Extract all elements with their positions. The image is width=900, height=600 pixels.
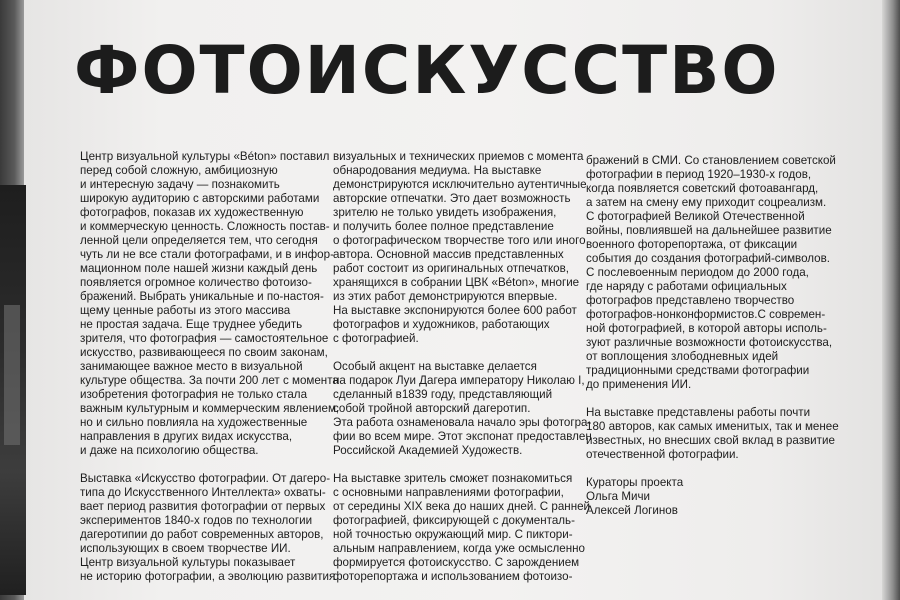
text-line: о фотографическом творчестве того или иного xyxy=(333,234,586,247)
text-line: зуют различные возможности фотоискусства, xyxy=(586,336,833,349)
framed-photo-edge xyxy=(0,185,26,595)
text-line: На выставке экспонируются более 600 работ xyxy=(333,304,577,317)
text-line: фотографов, показав их художественную xyxy=(80,206,304,219)
text-line: фотографией, фиксирующей с документаль- xyxy=(333,514,575,527)
text-line: мационном поле нашей жизни каждый день xyxy=(80,262,318,275)
text-line: дагеротипии до работ современных авторов, xyxy=(80,528,324,541)
text-line: традиционными средствами фотографии xyxy=(586,364,810,377)
exhibition-title: ФОТОИСКУССТВО xyxy=(74,32,780,109)
text-line: отечественной фотографии. xyxy=(586,448,739,461)
curators-heading: Кураторы проекта xyxy=(586,476,684,489)
text-line: хранящихся в собрании ЦВК «Béton», многие xyxy=(333,276,580,289)
text-column-3 xyxy=(586,154,839,518)
paragraph xyxy=(586,154,839,392)
curator-name: Ольга Мичи xyxy=(586,490,650,503)
text-line: фотографии в период 1920–1930-х годов, xyxy=(586,168,812,181)
text-line: и интересную задачу — познакомить xyxy=(80,178,280,191)
text-line: бражений в СМИ. Со становлением советской xyxy=(586,154,836,167)
text-line: когда появляется советский фотоавангард, xyxy=(586,182,819,195)
text-line: от середины XIX века до наших дней. С ранней xyxy=(333,500,591,513)
text-line: и коммерческую ценность. Сложность постав- xyxy=(80,220,330,233)
text-line: с основными направлениями фотографии, xyxy=(333,486,564,499)
text-line: фотографов и художников, работающих xyxy=(333,318,550,331)
text-column-2 xyxy=(333,150,592,598)
text-line: изобретения фотография не только стала xyxy=(80,388,308,401)
text-line: а затем на смену ему приходит соцреализм. xyxy=(586,196,827,209)
paragraph xyxy=(80,472,339,584)
text-line: не историю фотографии, а эволюцию развития xyxy=(80,570,336,583)
text-line: от воплощения злободневных идей xyxy=(586,350,779,363)
text-line: фоторепортажа и использованием фотоизо- xyxy=(333,570,573,583)
text-column-1 xyxy=(80,150,339,598)
text-line: демонстрируются исключительно аутентичные xyxy=(333,178,587,191)
text-line: культуре общества. За почти 200 лет с момента xyxy=(80,374,339,387)
text-line: использующих в своем творчестве ИИ. xyxy=(80,542,291,555)
text-line: На выставке зритель сможет познакомиться xyxy=(333,472,573,485)
paragraph xyxy=(586,406,839,462)
text-line: альным направлением, когда уже осмысленно xyxy=(333,542,586,555)
text-line: Центр визуальной культуры «Béton» поставил xyxy=(80,150,330,163)
text-line: С фотографией Великой Отечественной xyxy=(586,210,805,223)
text-line: Российской Академией Художеств. xyxy=(333,444,523,457)
text-line: авторские отпечатки. Это дает возможность xyxy=(333,192,571,205)
text-line: известных, но внесших свой вклад в развитие xyxy=(586,434,835,447)
text-line: из этих работ демонстрируются впервые. xyxy=(333,290,558,303)
wall-edge-right xyxy=(882,0,900,600)
text-line: собой тройной авторский дагеротип. xyxy=(333,402,531,415)
text-line: экспериментов 1840-х годов по технологии xyxy=(80,514,313,527)
text-line: щему ценные работы из этого массива xyxy=(80,304,291,317)
text-line: занимающее важное место в визуальной xyxy=(80,360,303,373)
text-line: Выставка «Искусство фотографии. От дагерo- xyxy=(80,472,331,485)
text-line: ной точностью окружающий мир. С пиктори- xyxy=(333,528,573,541)
text-line: но и сильно повлияла на художественные xyxy=(80,416,308,429)
curator-name: Алексей Логинов xyxy=(586,504,678,517)
text-line: бражений. Выбрать уникальные и по-настоя- xyxy=(80,290,324,303)
paragraph xyxy=(333,472,592,584)
text-line: ленной цели определяется тем, что сегодня xyxy=(80,234,318,247)
text-line: искусство, развивающееся по своим законам, xyxy=(80,346,328,359)
text-line: работ состоит из оригинальных отпечатков, xyxy=(333,262,569,275)
text-line: автора. Основной массив представленных xyxy=(333,248,564,261)
paragraph xyxy=(333,150,592,346)
text-line: важным культурным и коммерческим явлением, xyxy=(80,402,340,415)
text-line: войны, повлиявшей на дальнейшее развитие xyxy=(586,224,832,237)
text-line: направления в других видах искусства, xyxy=(80,430,293,443)
text-line: Эта работа ознаменовала начало эры фотогра- xyxy=(333,416,592,429)
text-line: зрителя, что фотография — самостоятельное xyxy=(80,332,329,345)
text-line: формируется фотоискусство. С зарождением xyxy=(333,556,580,569)
text-line: не простая задача. Еще труднее убедить xyxy=(80,318,303,331)
text-line: до применения ИИ. xyxy=(586,378,692,391)
text-line: широкую аудиторию с авторскими работами xyxy=(80,192,320,205)
text-line: На выставке представлены работы почти xyxy=(586,406,811,419)
text-line: и получить более полное представление xyxy=(333,220,554,233)
text-line: фотографов представлено творчество xyxy=(586,294,795,307)
paragraph xyxy=(333,360,592,458)
text-line: фотографов-нонконформистов.С современ- xyxy=(586,308,826,321)
text-line: перед собой сложную, амбициозную xyxy=(80,164,278,177)
text-line: с фотографией. xyxy=(333,332,419,345)
text-line: типа до Искусственного Интеллекта» охваты- xyxy=(80,486,326,499)
text-line: Особый акцент на выставке делается xyxy=(333,360,537,373)
text-line: вает период развития фотографии от первых xyxy=(80,500,326,513)
text-line: зрителю не только увидеть изображения, xyxy=(333,206,557,219)
paragraph xyxy=(80,150,339,458)
text-line: фии во всем мире. Этот экспонат предоставлен xyxy=(333,430,592,443)
text-line: Центр визуальной культуры показывает xyxy=(80,556,296,569)
text-line: обнародования медиума. На выставке xyxy=(333,164,542,177)
text-line: появляется огромное количество фотоизо- xyxy=(80,276,312,289)
text-line: ной фотографией, в которой авторы исполь- xyxy=(586,322,827,335)
text-line: чуть ли не все стали фотографами, и в инфор- xyxy=(80,248,334,261)
text-line: где наряду с работами официальных xyxy=(586,280,787,293)
text-line: на подарок Луи Дагера императору Николаю I, xyxy=(333,374,585,387)
text-line: военного фоторепортажа, от фиксации xyxy=(586,238,798,251)
curators-block xyxy=(586,476,839,518)
text-line: 180 авторов, как самых именитых, так и менее xyxy=(586,420,839,433)
framed-photo-detail xyxy=(4,305,20,445)
text-line: С послевоенным периодом до 2000 года, xyxy=(586,266,809,279)
text-line: и даже на психологию общества. xyxy=(80,444,259,457)
text-line: визуальных и технических приемов с момента xyxy=(333,150,584,163)
text-line: события до создания фотографий-символов. xyxy=(586,252,830,265)
text-line: сделанный в1839 году, представляющий xyxy=(333,388,553,401)
